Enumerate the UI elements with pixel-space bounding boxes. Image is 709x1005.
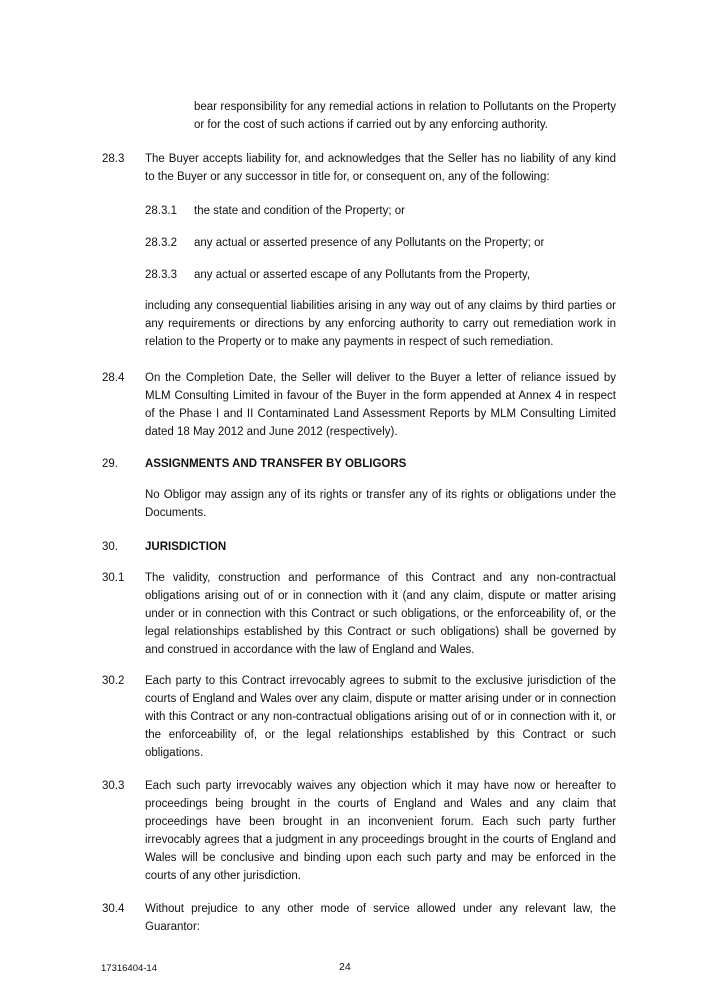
page-number: 24: [339, 961, 351, 973]
clause-30-heading: JURISDICTION: [145, 541, 227, 553]
clause-number: 30.4: [102, 903, 125, 915]
clause-29-heading: ASSIGNMENTS AND TRANSFER BY OBLIGORS: [145, 458, 407, 470]
clause-30-3-text: Each such party irrevocably waives any objection which it may have now or hereafter to proceedings being brought in the courts of England and Wales and any claim that proceedings have been brought in an inconvenient forum. Each such party further irrevocably agrees that a judgment in any proceedings brought in the courts of England and Wales will be conclusive and binding upon each such party and may be enforced in the courts of any other jurisdiction.: [145, 780, 616, 882]
clause-30-2-text: Each party to this Contract irrevocably agrees to submit to the exclusive jurisdiction of the courts of England and Wales over any claim, dispute or matter arising under or in connection with this Contract or any non-contractual obligations arising out of or in connection with it, or the enforceability of, or the legal relationships established by this Contract or such obligations.: [145, 675, 616, 759]
clause-28-4-text: On the Completion Date, the Seller will deliver to the Buyer a letter of reliance issued by MLM Consulting Limited in favour of the Buyer in the form appended at Annex 4 in respect of the Phase I and II Contaminated Land Assessment Reports by MLM Consulting Limited dated 18 May 2012 and June 2012 (respectively).: [145, 372, 616, 438]
clause-28-2-continuation: bear responsibility for any remedial actions in relation to Pollutants on the Property or for the cost of such actions if carried out by any enforcing authority.: [194, 101, 616, 131]
clause-28-3-text: The Buyer accepts liability for, and acknowledges that the Seller has no liability of any kind to the Buyer or any successor in title for, or consequent on, any of the following:: [145, 153, 616, 183]
subclause-text: any actual or asserted escape of any Pollutants from the Property,: [194, 269, 531, 281]
clause-number: 30.: [102, 541, 118, 553]
clause-28-3-tail: including any consequential liabilities arising in any way out of any claims by third parties or any requirements or directions by any enforcing authority to carry out remediation work in relation to the Property or to make any payments in respect of such remediation.: [145, 300, 616, 348]
clause-number: 30.1: [102, 572, 125, 584]
subclause-number: 28.3.3: [145, 269, 177, 281]
subclause-number: 28.3.1: [145, 205, 177, 217]
subclause-text: the state and condition of the Property; or: [194, 205, 405, 217]
subclause-number: 28.3.2: [145, 237, 177, 249]
clause-29-text: No Obligor may assign any of its rights or transfer any of its rights or obligations under the Documents.: [145, 489, 616, 519]
clause-number: 30.2: [102, 675, 125, 687]
document-reference: 17316404-14: [101, 963, 157, 974]
clause-number: 29.: [102, 458, 118, 470]
clause-30-1-text: The validity, construction and performance of this Contract and any non-contractual obligations arising out of or in connection with it (and any claim, dispute or matter arising under or in connection with this Contract or such obligations, or the enforceability of, or the legal relationships established by this Contract or such obligations) shall be governed by and construed in accordance with the law of England and Wales.: [145, 572, 616, 656]
clause-number: 28.3: [102, 153, 125, 165]
clause-30-4-text: Without prejudice to any other mode of service allowed under any relevant law, the Guarantor:: [145, 903, 616, 933]
subclause-text: any actual or asserted presence of any Pollutants on the Property; or: [194, 237, 545, 249]
clause-number: 30.3: [102, 780, 125, 792]
clause-number: 28.4: [102, 372, 125, 384]
